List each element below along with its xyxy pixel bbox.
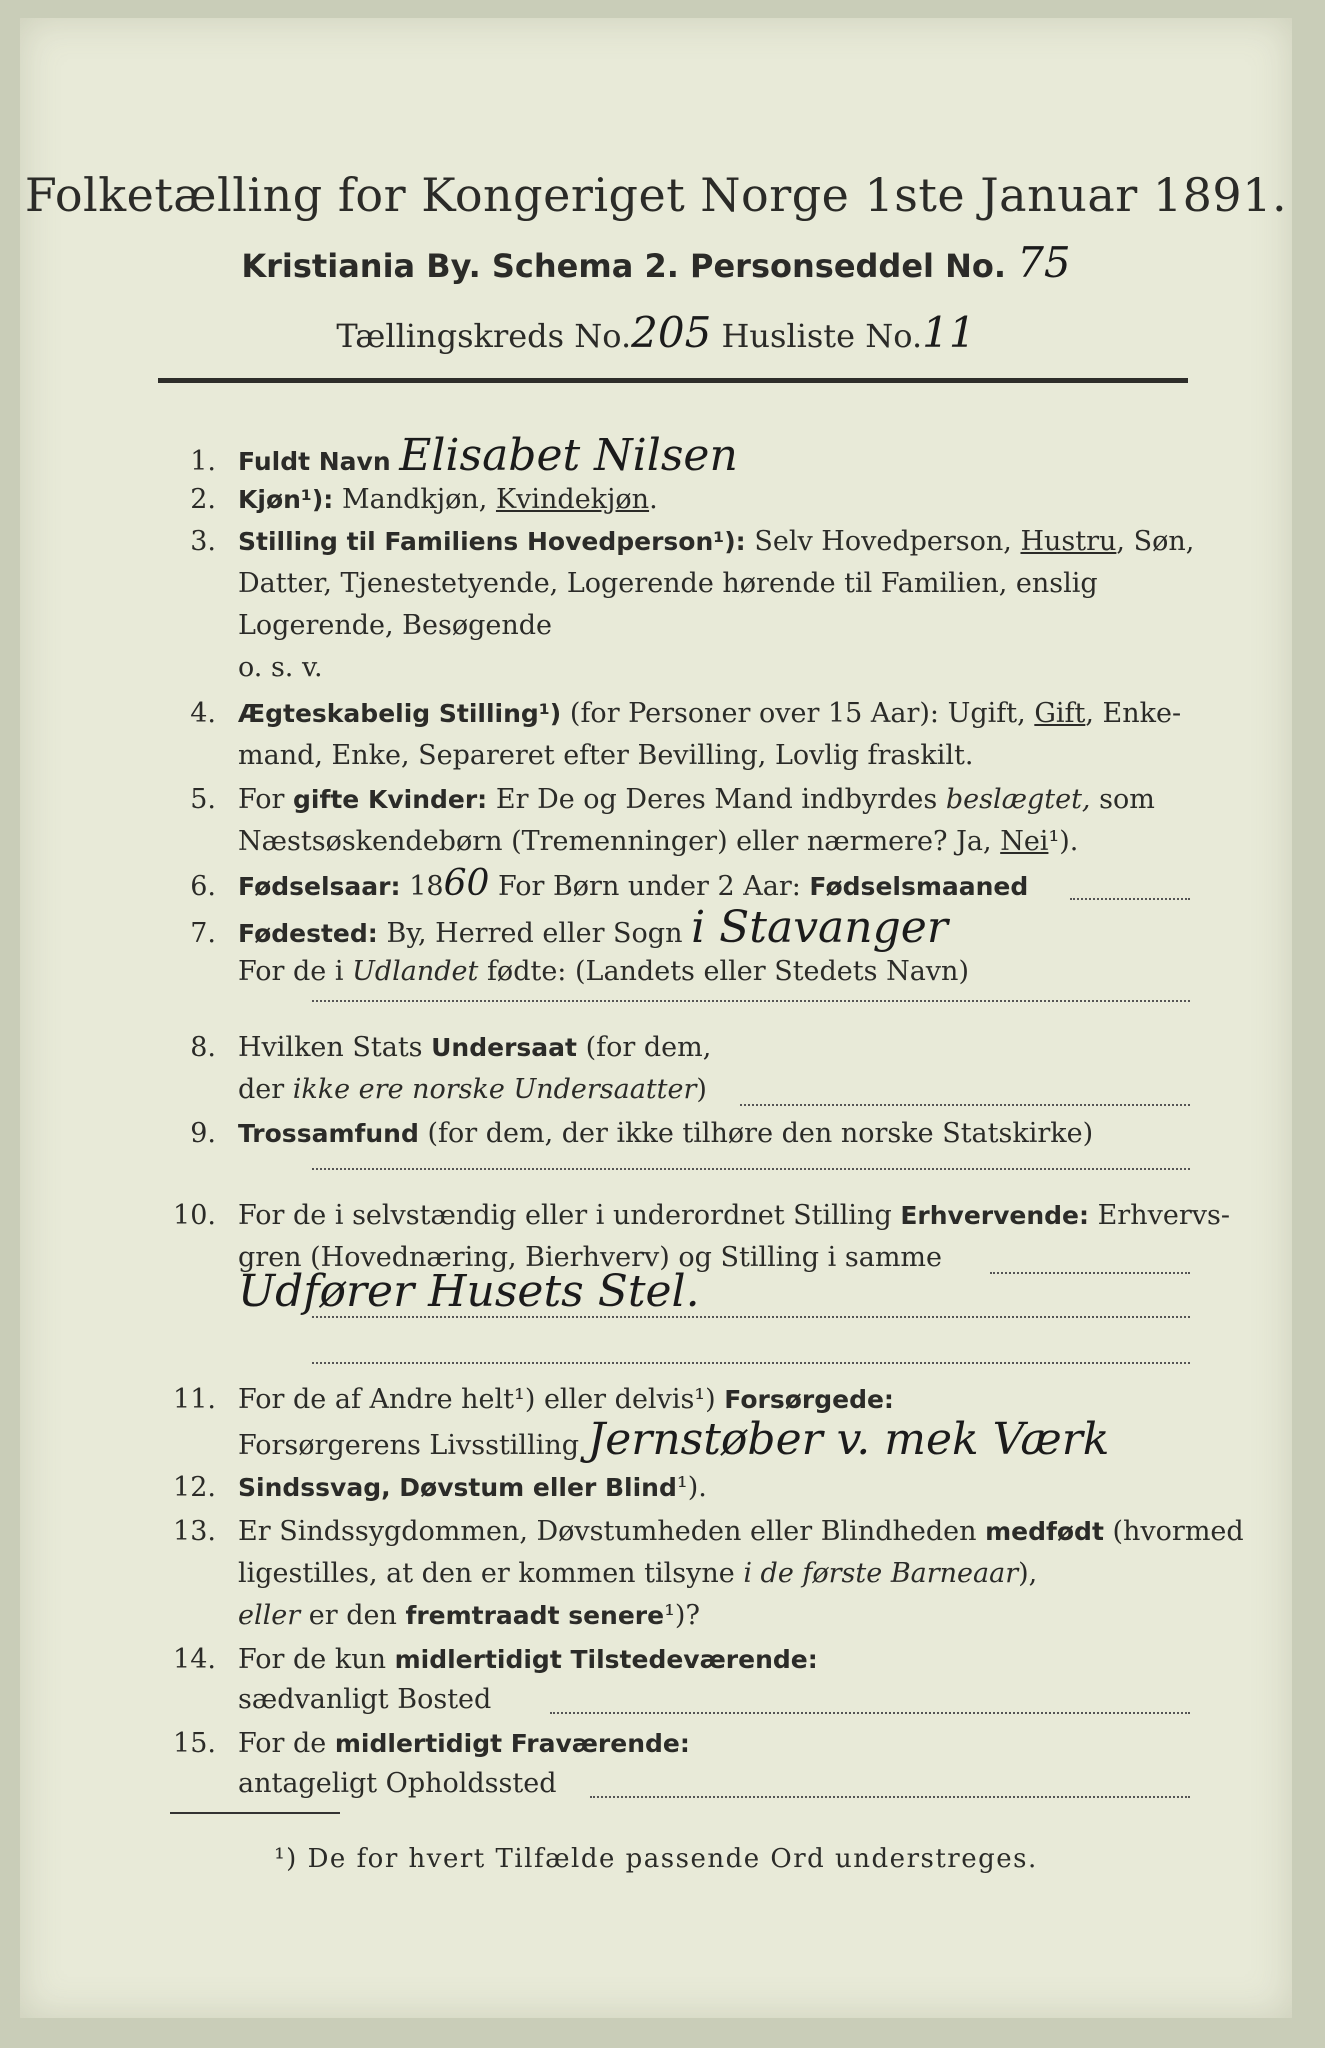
field-15-temporary-absent: 15. For de midlertidigt Fraværende: [173, 1728, 690, 1759]
field-1-name: 1. Fuldt Navn Elisabet Nilsen [190, 430, 738, 481]
field-3-position: 3. Stilling til Familiens Hovedperson¹): Selv Hovedperson, Hustru, Søn, [190, 526, 1195, 557]
footnote: ¹) De for hvert Tilfælde passende Ord understreges. [274, 1844, 1038, 1874]
answer-provider-occupation: Jernstøber v. mek Værk [587, 1414, 1110, 1465]
tellingskreds-number: 205 [631, 308, 712, 357]
field-7-birthplace: 7. Fødested: By, Herred eller Sogn i Stavanger [190, 902, 948, 953]
census-form: Folketælling for Kongeriget Norge 1ste Januar 1891. Kristiania By. Schema 2. Personseddel No. 75 Tællingskreds No.205 Husliste No.11 1. Fuldt Navn Elisabet Nilsen 2. Kjøn¹): Mandkjøn, Kvindekjøn. 3. Stilling til Familiens Hovedperson¹): Selv Hovedperson, Hustru, Søn, Datter, Tjenestetyende, Logerende hørende til Familien, enslig Logerende, Besøgende o. s. v. 4. Ægteskabelig Stilling¹) (for Personer over 15 Aar): Ugift, Gift, Enke- mand, Enke, Separeret efter Bevilling, Lovlig fraskilt. 5. For gifte Kvinder: Er De og Deres Mand indbyrdes beslægtet, som Næstsøskendebørn (Tremenninger) eller nærmere? Ja, Nei¹). 6. Fødselsaar: 1860 For Børn under 2 Aar: Fødselsmaaned 7. Fødested: By, Herred eller Sogn i Stavanger For de i Udlandet fødte: (Landets eller Stedets Navn) 8. Hvilken Stats Undersaat (for dem, der ikke ere norske Undersaatter) 9. Trossamfund (for dem, der ikke tilhøre den norske Statskirke) 10. For de i selvstændig eller i underordnet Stilling Erhvervende: Erhvervs- gren (Hovednæring, Bierhverv) og Stilling i samme Udfører Husets Stel. 11. For de af Andre helt¹) eller delvis¹) Forsørgede: Forsørgerens Livsstilling Jernstøber v. mek Værk 12. Sindssvag, Døvstum eller Blind¹). 13. Er Sindssygdommen, Døvstumheden eller Blindheden medfødt (hvormed ligestilles, at den er kommen tilsyne i de første Barneaar), eller er den fremtraadt senere¹)? 14. For de kun midlertidigt Tilstedeværende: sædvanligt Bosted 15. For de midlertidigt Fraværende: antageligt Opholdssted ¹) De for hvert Tilfælde passende Ord understreges. [20, 18, 1292, 2018]
field-5-related: 5. For gifte Kvinder: Er De og Deres Mand indbyrdes beslægtet, som [190, 784, 1155, 815]
husliste-number: 11 [922, 308, 976, 357]
field-13-congenital: 13. Er Sindssygdommen, Døvstumheden eller Blindheden medfødt (hvormed [173, 1516, 1244, 1547]
form-title: Folketælling for Kongeriget Norge 1ste Januar 1891. [24, 168, 1288, 222]
answer-name: Elisabet Nilsen [399, 430, 738, 481]
field-6-birthyear: 6. Fødselsaar: 1860 For Børn under 2 Aar: Fødselsmaaned [190, 863, 1029, 904]
personseddel-number: 75 [1017, 238, 1071, 287]
schema-line: Kristiania By. Schema 2. Personseddel No. 75 [241, 238, 1071, 287]
field-9-religion: 9. Trossamfund (for dem, der ikke tilhøre den norske Statskirke) [190, 1118, 1094, 1149]
district-line: Tællingskreds No.205 Husliste No.11 [336, 308, 976, 357]
field-2-sex: 2. Kjøn¹): Mandkjøn, Kvindekjøn. [190, 484, 658, 515]
field-11-supported: 11. For de af Andre helt¹) eller delvis¹) Forsørgede: [173, 1384, 894, 1415]
selected-position: Hustru [1020, 526, 1117, 557]
answer-birthplace: i Stavanger [691, 902, 948, 953]
answer-occupation: Udfører Husets Stel. [238, 1266, 700, 1317]
field-10-occupation: 10. For de i selvstændig eller i underordnet Stilling Erhvervende: Erhvervs- [173, 1200, 1230, 1231]
selected-marital: Gift [1034, 698, 1086, 729]
header-rule [158, 378, 1188, 383]
field-14-temporary-present: 14. For de kun midlertidigt Tilstedeværende: [173, 1644, 818, 1675]
selected-related: Nei [1000, 826, 1049, 857]
footnote-rule [170, 1812, 340, 1814]
field-4-marital: 4. Ægteskabelig Stilling¹) (for Personer over 15 Aar): Ugift, Gift, Enke- [190, 698, 1182, 729]
selected-sex: Kvindekjøn [495, 484, 650, 515]
field-8-citizenship: 8. Hvilken Stats Undersaat (for dem, [190, 1032, 712, 1063]
field-12-disability: 12. Sindssvag, Døvstum eller Blind¹). [173, 1472, 707, 1503]
answer-birthyear: 60 [443, 863, 490, 904]
